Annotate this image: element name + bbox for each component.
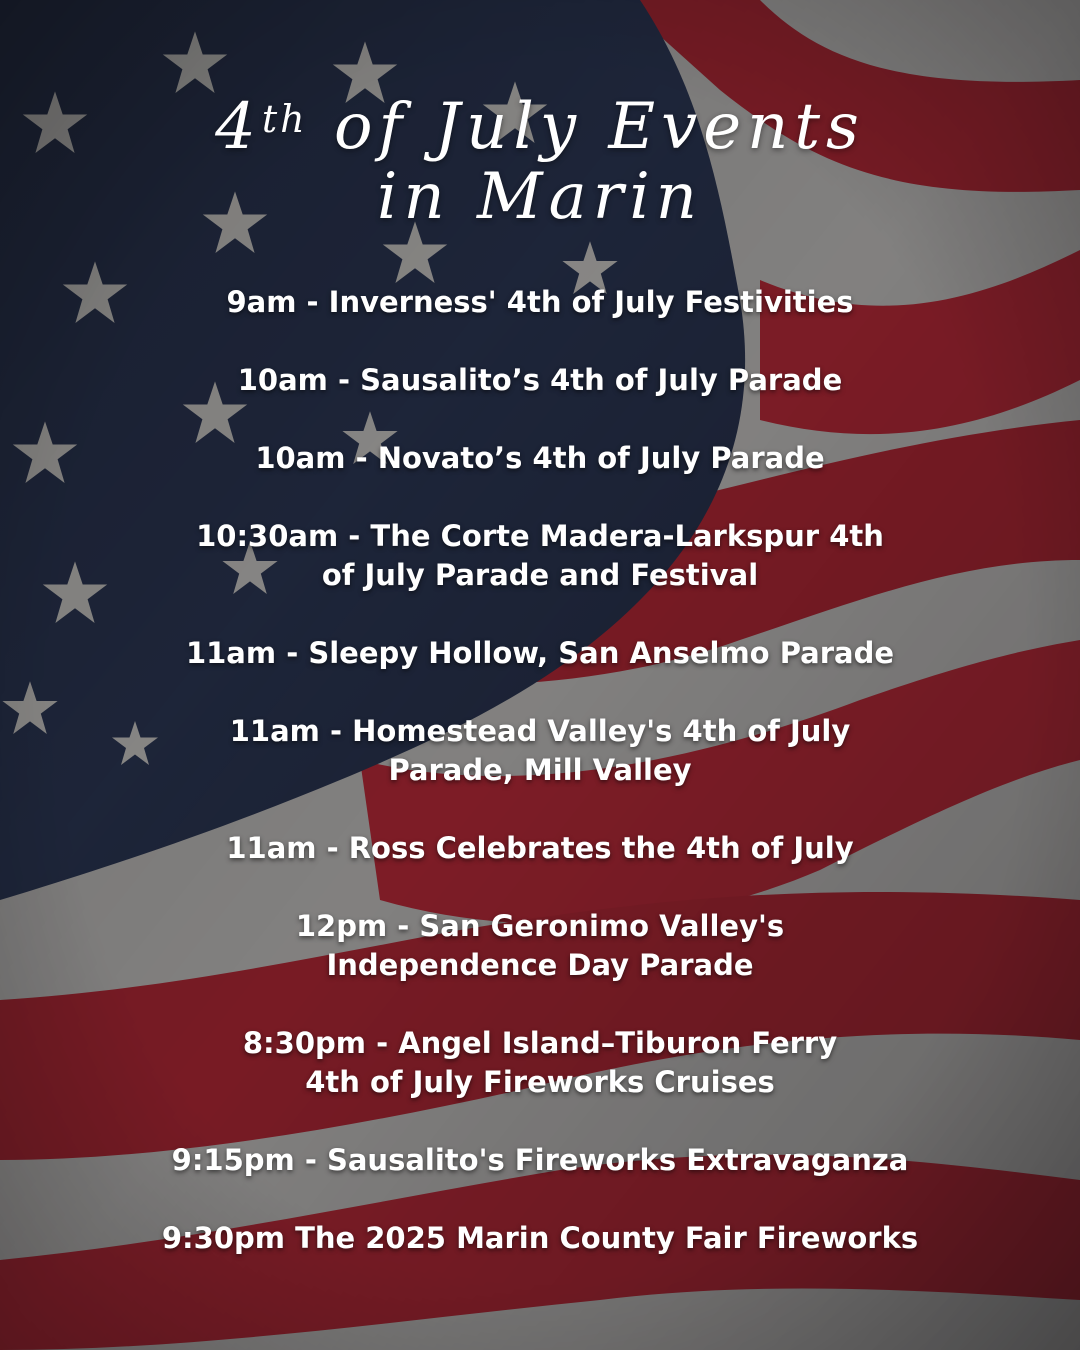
list-item	[90, 283, 990, 322]
event-line: 9:30pm The 2025 Marin County Fair Fireworks	[161, 1221, 919, 1255]
event-line: 11am - Sleepy Hollow, San Anselmo Parade	[185, 636, 895, 670]
list-item	[90, 829, 990, 868]
list-item	[90, 907, 990, 985]
list-item	[90, 439, 990, 478]
title-line-2: in Marin	[377, 160, 703, 234]
list-item	[90, 361, 990, 400]
list-item	[90, 1219, 990, 1258]
event-line: 11am - Ross Celebrates the 4th of July	[226, 831, 854, 865]
event-line: 10am - Sausalito’s 4th of July Parade	[237, 363, 843, 397]
event-line: 10am - Novato’s 4th of July Parade	[255, 441, 825, 475]
event-line: Parade, Mill Valley	[388, 753, 692, 787]
title-ordinal-number: 4	[215, 90, 262, 164]
page-title	[0, 92, 1080, 232]
event-line: 12pm - San Geronimo Valley's	[295, 909, 785, 943]
list-item	[90, 1141, 990, 1180]
title-line-1-rest: of July Events	[307, 90, 865, 164]
event-line: 8:30pm - Angel Island–Tiburon Ferry	[242, 1026, 838, 1060]
list-item	[90, 517, 990, 595]
event-line: of July Parade and Festival	[321, 558, 759, 592]
event-line: Independence Day Parade	[326, 948, 754, 982]
event-line: 4th of July Fireworks Cruises	[305, 1065, 775, 1099]
event-line: 10:30am - The Corte Madera-Larkspur 4th	[196, 519, 884, 553]
title-ordinal-suffix: th	[261, 97, 308, 141]
list-item	[90, 712, 990, 790]
event-line: 9am - Inverness' 4th of July Festivities	[226, 285, 854, 319]
list-item	[90, 1024, 990, 1102]
list-item	[90, 634, 990, 673]
event-line: 9:15pm - Sausalito's Fireworks Extravaganza	[171, 1143, 909, 1177]
event-line: 11am - Homestead Valley's 4th of July	[229, 714, 851, 748]
title-line-1	[0, 92, 1080, 162]
